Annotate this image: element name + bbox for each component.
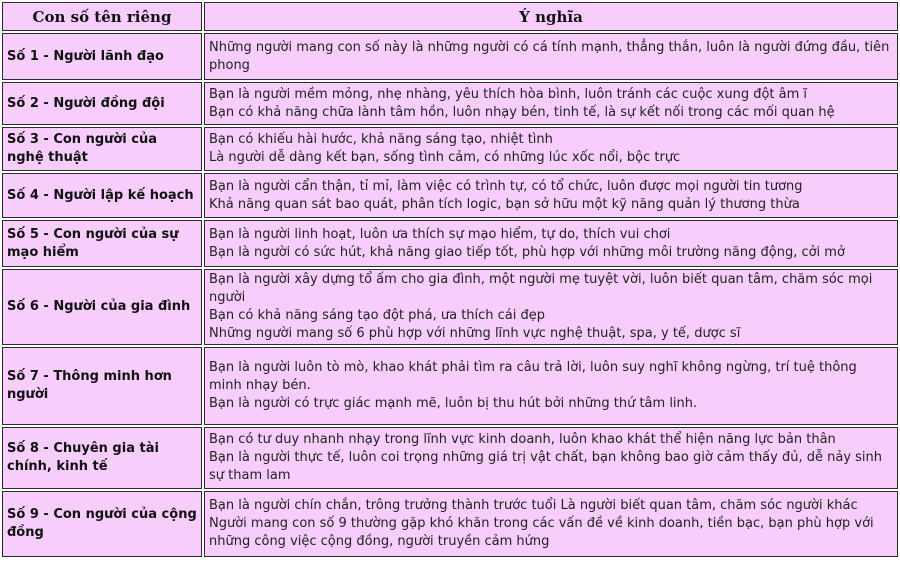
- meaning-line: Bạn là người cẩn thận, tỉ mỉ, làm việc có trình tự, có tổ chức, luôn được mọi người tin tương: [209, 178, 803, 194]
- meaning-line: Bạn là người xây dựng tổ ấm cho gia đình, một người mẹ tuyệt vời, luôn biết quan tâm, chăm sóc mọi người: [209, 272, 873, 305]
- table-row: [2, 82, 898, 125]
- table-row: [2, 347, 898, 425]
- table-row: [2, 127, 898, 171]
- row-meaning: [204, 127, 898, 171]
- row-name: Số 9 - Con người của cộng đồng: [2, 491, 202, 557]
- meaning-line: Bạn là người linh hoạt, luôn ưa thích sự mạo hiểm, tự do, thích vui chơi: [209, 226, 671, 242]
- row-name: Số 5 - Con người của sự mạo hiểm: [2, 220, 202, 267]
- meaning-line: Người mang con số 9 thường gặp khó khăn trong các vấn đề về kinh doanh, tiền bạc, bạn phù hợp với những công việc cộng đồng, người truyền cảm hứng: [209, 516, 874, 549]
- row-meaning: [204, 173, 898, 218]
- table-row: [2, 491, 898, 557]
- meaning-line: Là người dễ dàng kết bạn, sống tình cảm, có những lúc xốc nổi, bộc trực: [209, 150, 681, 165]
- row-meaning: [204, 347, 898, 425]
- meaning-line: Bạn là người có trực giác mạnh mẽ, luôn bị thu hút bởi những thứ tâm linh.: [209, 396, 698, 411]
- row-meaning: [204, 491, 898, 557]
- meaning-line: Những người mang số 6 phù hợp với những lĩnh vực nghệ thuật, spa, y tế, dược sĩ: [209, 326, 741, 341]
- header-row: [2, 2, 898, 31]
- row-name: Số 2 - Người đồng đội: [2, 82, 202, 125]
- row-name: Số 8 - Chuyên gia tài chính, kinh tế: [2, 427, 202, 489]
- meaning-line: Những người mang con số này là những người có cá tính mạnh, thẳng thắn, luôn là người đứng đầu, tiên phong: [209, 39, 890, 73]
- row-meaning: [204, 269, 898, 345]
- header-name: Con số tên riêng: [2, 2, 202, 31]
- row-meaning: [204, 427, 898, 489]
- row-name: Số 1 - Người lãnh đạo: [2, 33, 202, 80]
- meaning-line: Bạn có khả năng chữa lành tâm hồn, luôn nhạy bén, tinh tế, là sự kết nối trong các mối quan hệ: [209, 104, 835, 120]
- meaning-line: Bạn là người luôn tò mò, khao khát phải tìm ra câu trả lời, luôn suy nghĩ không ngừng, trí tuệ thông minh nhạy bén.: [209, 360, 857, 393]
- row-name: Số 4 - Người lập kế hoạch: [2, 173, 202, 218]
- row-name: Số 6 - Người của gia đình: [2, 269, 202, 345]
- row-meaning: [204, 33, 898, 80]
- row-meaning: [204, 82, 898, 125]
- meaning-line: Bạn có khả năng sáng tạo đột phá, ưa thích cái đẹp: [209, 308, 546, 323]
- meaning-line: Bạn có tư duy nhanh nhạy trong lĩnh vực kinh doanh, luôn khao khát thể hiện năng lực bản thân: [209, 432, 836, 447]
- table-row: [2, 269, 898, 345]
- meaning-line: Bạn có khiếu hài hước, khả năng sáng tạo, nhiệt tình: [209, 132, 553, 147]
- row-name: Số 7 - Thông minh hơn người: [2, 347, 202, 425]
- table-row: [2, 220, 898, 267]
- meaning-line: Khả năng quan sát bao quát, phân tích logic, bạn sở hữu một kỹ năng quản lý thương thừa: [209, 196, 800, 212]
- row-name: Số 3 - Con người của nghệ thuật: [2, 127, 202, 171]
- meaning-line: Bạn là người có sức hút, khả năng giao tiếp tốt, phù hợp với những môi trường năng động, cởi mở: [209, 244, 845, 260]
- row-meaning: [204, 220, 898, 267]
- meaning-line: Bạn là người mềm mỏng, nhẹ nhàng, yêu thích hòa bình, luôn tránh các cuộc xung đột âm ĩ: [209, 86, 808, 102]
- meaning-line: Bạn là người chín chắn, trông trưởng thành trước tuổi Là người biết quan tâm, chăm sóc người khác: [209, 498, 858, 513]
- table-row: [2, 173, 898, 218]
- header-meaning: Ý nghĩa: [204, 2, 898, 31]
- table-row: [2, 427, 898, 489]
- table-row: [2, 33, 898, 80]
- meaning-line: Bạn là người thực tế, luôn coi trọng những giá trị vật chất, bạn không bao giờ cảm thấy đủ, dễ nảy sinh sự tham lam: [209, 450, 883, 483]
